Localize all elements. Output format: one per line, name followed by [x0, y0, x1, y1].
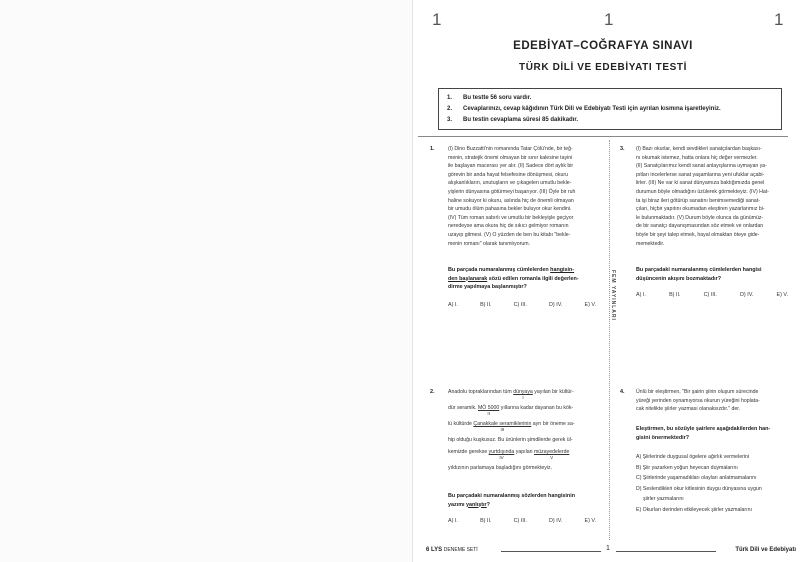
option-a[interactable]: A) I. — [448, 518, 458, 524]
instructions-box — [438, 88, 782, 130]
question-3-passage: (I) Bazı okurlar, kendi sevdikleri sanatçılardan başkası- nı okumak istemez, hatta onlara hiç değer vermezler. (II) Sanatçılarımız kendi sanat anlayışlarına uymayan ya- pıtları incelerlerse sanat yaşamlarına yeni ufuklar açabi- lirler. (III) Ne var ki sanat dünyamıza baktığımızda genel durumun böyle olmadığını üzülerek görmekteyiz. (IV) Hat- ta işi biraz ileri götürüp sanatını benimsemediği sanat- çıları, hiçbir yapıtını okumadan eleştiren yazarlarımız bi- le bulunmaktadır. (V) Durum böyle olunca da günümüz- de bir sanatçı dayanışmasından söz etmek ve onlardan böyle bir şeyi talep etmek, hayal olmaktan öteye gide- memektedir. — [636, 146, 769, 247]
option-c[interactable]: C) III. — [513, 302, 527, 308]
option-e[interactable]: E) Okurları derinden etkileyecek şiirler yazmalarını — [636, 506, 752, 513]
question-4-passage: Ünlü bir eleştirmen, "Bir şairin şiirin oluşum sürecinde yüreği yerinden oynamıyorsa okurun yüreğini hoplata- cak nitelikte şiirler yazması olanaksızdır." der. — [636, 389, 760, 413]
question-number: 2. — [430, 389, 435, 395]
exam-page — [418, 0, 800, 562]
question-2-stem: Bu parçadaki numaralanmış sözlerden hangisinin yazımı yanlıştır? — [448, 493, 576, 508]
question-number: 4. — [620, 389, 625, 395]
question-3-options — [636, 292, 788, 298]
option-d[interactable]: D) IV. — [740, 292, 754, 298]
option-c[interactable]: C) III. — [703, 292, 717, 298]
instruction-3: 3. Bu testin cevaplama süresi 85 dakikadır. — [447, 117, 579, 123]
question-2-passage: Anadolu topraklarından tüm dünyaya I yayılan bir kültür- dür seramik. MÖ 5000 II yıllarına kadar dayanan bu kök- lü kültürde Çanakkale seramiklerinin III ayrı bir öneme sa- hip olduğu kuşkusuz. Bu ürünlerin şimdilerde gerek ül- kemizde gerekse yurtdışında IV yapılan müzayedelerde V yıldızının parlamaya başladığını görmekteyiz. — [448, 389, 575, 471]
option-a[interactable]: A) Şiirlerinde duygusal ögelere ağırlık vermelerini — [636, 454, 750, 460]
question-1-passage: (I) Dino Buzzatti'nin romanında Tatar Çölü'nde, bir teğ- menin, stratejik önemi olmayan bir sınır kalesine tayini ile başlayan macerası yer alır. (II) Sadece dört aylık bir görevin bir anda hayat felsefesine dönüşmesi, okuru alışkanlıkların, unutuşların ve çıkagelen umutlu bekle- yişlerin dünyasına götürmeyi başarıyor. (III) Öyle bir ruh haline sokuyor ki okuru, aslında hiç de önemli olmayan bir umudu ölüm pahasına bekler buluyor okur kendini. (IV) Tüm roman sabırlı ve umutlu bir bekleyişle geçiyor neredeyse ama okura hiç de sıkıcı gelmiyor romanın uzayıp gitmesi. (V) O yüzden de ben bu kitabı "bekle- menin romanı" olarak tanımlıyorum. — [448, 146, 576, 247]
question-4-stem: Eleştirmen, bu sözüyle şairlere aşağıdakilerden han- gisini önermektedir? — [636, 426, 771, 441]
option-d-cont: şiirler yazmalarını — [643, 496, 684, 502]
page-marker-left: 1 — [432, 10, 442, 29]
option-e[interactable]: E) V. — [776, 292, 788, 298]
instruction-2: 2. Cevaplarınızı, cevap kâğıdının Türk Dili ve Edebiyatı Testi için ayrılan kısmına işaretleyiniz. — [447, 106, 721, 112]
option-a[interactable]: A) I. — [636, 292, 646, 298]
question-number: 3. — [620, 146, 625, 152]
question-3-stem: Bu parçadaki numaralanmış cümlelerden hangisi düşüncenin akışını bozmaktadır? — [636, 267, 762, 282]
question-2-options — [448, 518, 596, 524]
question-4-options — [636, 452, 796, 515]
option-b[interactable]: B) II. — [480, 302, 492, 308]
question-number: 1. — [430, 146, 435, 152]
exam-title: EDEBİYAT–COĞRAFYA SINAVI — [513, 40, 693, 52]
option-b[interactable]: B) II. — [669, 292, 681, 298]
footer-page-number: 1 — [606, 545, 610, 552]
question-1-stem: Bu parçada numaralanmış cümlelerden hangisin- den başlanarak sözü edilen romanla ilgili değerlen- dirme yapılmaya başlanmıştır? — [448, 267, 579, 291]
option-d[interactable]: D) IV. — [549, 302, 563, 308]
test-subtitle: TÜRK DİLİ VE EDEBİYATI TESTİ — [519, 62, 687, 73]
footer-subject: Türk Dili ve Edebiyatı — [735, 547, 796, 553]
question-1-options — [448, 302, 596, 308]
option-e[interactable]: E) V. — [584, 302, 596, 308]
option-b[interactable]: B) Şiir yazarken yoğun heyecan duymalarını — [636, 464, 738, 471]
column-divider — [609, 140, 610, 540]
footer-rule-right — [616, 551, 716, 552]
footer-rule-left — [501, 551, 601, 552]
option-c[interactable]: C) Şiirlerinde yaşamadıkları olayları anlatmamalarını — [636, 475, 757, 481]
option-d[interactable]: D) Seslendikleri okur kitlesinin duygu dünyasına uygun — [636, 485, 762, 492]
footer-series: 6 LYS DENEME SETİ — [426, 547, 478, 553]
option-a[interactable]: A) I. — [448, 302, 458, 308]
section-divider — [418, 136, 788, 137]
option-e[interactable]: E) V. — [584, 518, 596, 524]
page-marker-right: 1 — [774, 10, 784, 29]
option-d[interactable]: D) IV. — [549, 518, 563, 524]
page-marker-center: 1 — [604, 10, 614, 29]
publisher-mark: FEM YAYINLARI — [610, 270, 616, 321]
option-b[interactable]: B) II. — [480, 518, 492, 524]
instruction-1: 1. Bu testte 56 soru vardır. — [447, 95, 532, 101]
option-c[interactable]: C) III. — [513, 518, 527, 524]
page-footer — [418, 545, 796, 557]
